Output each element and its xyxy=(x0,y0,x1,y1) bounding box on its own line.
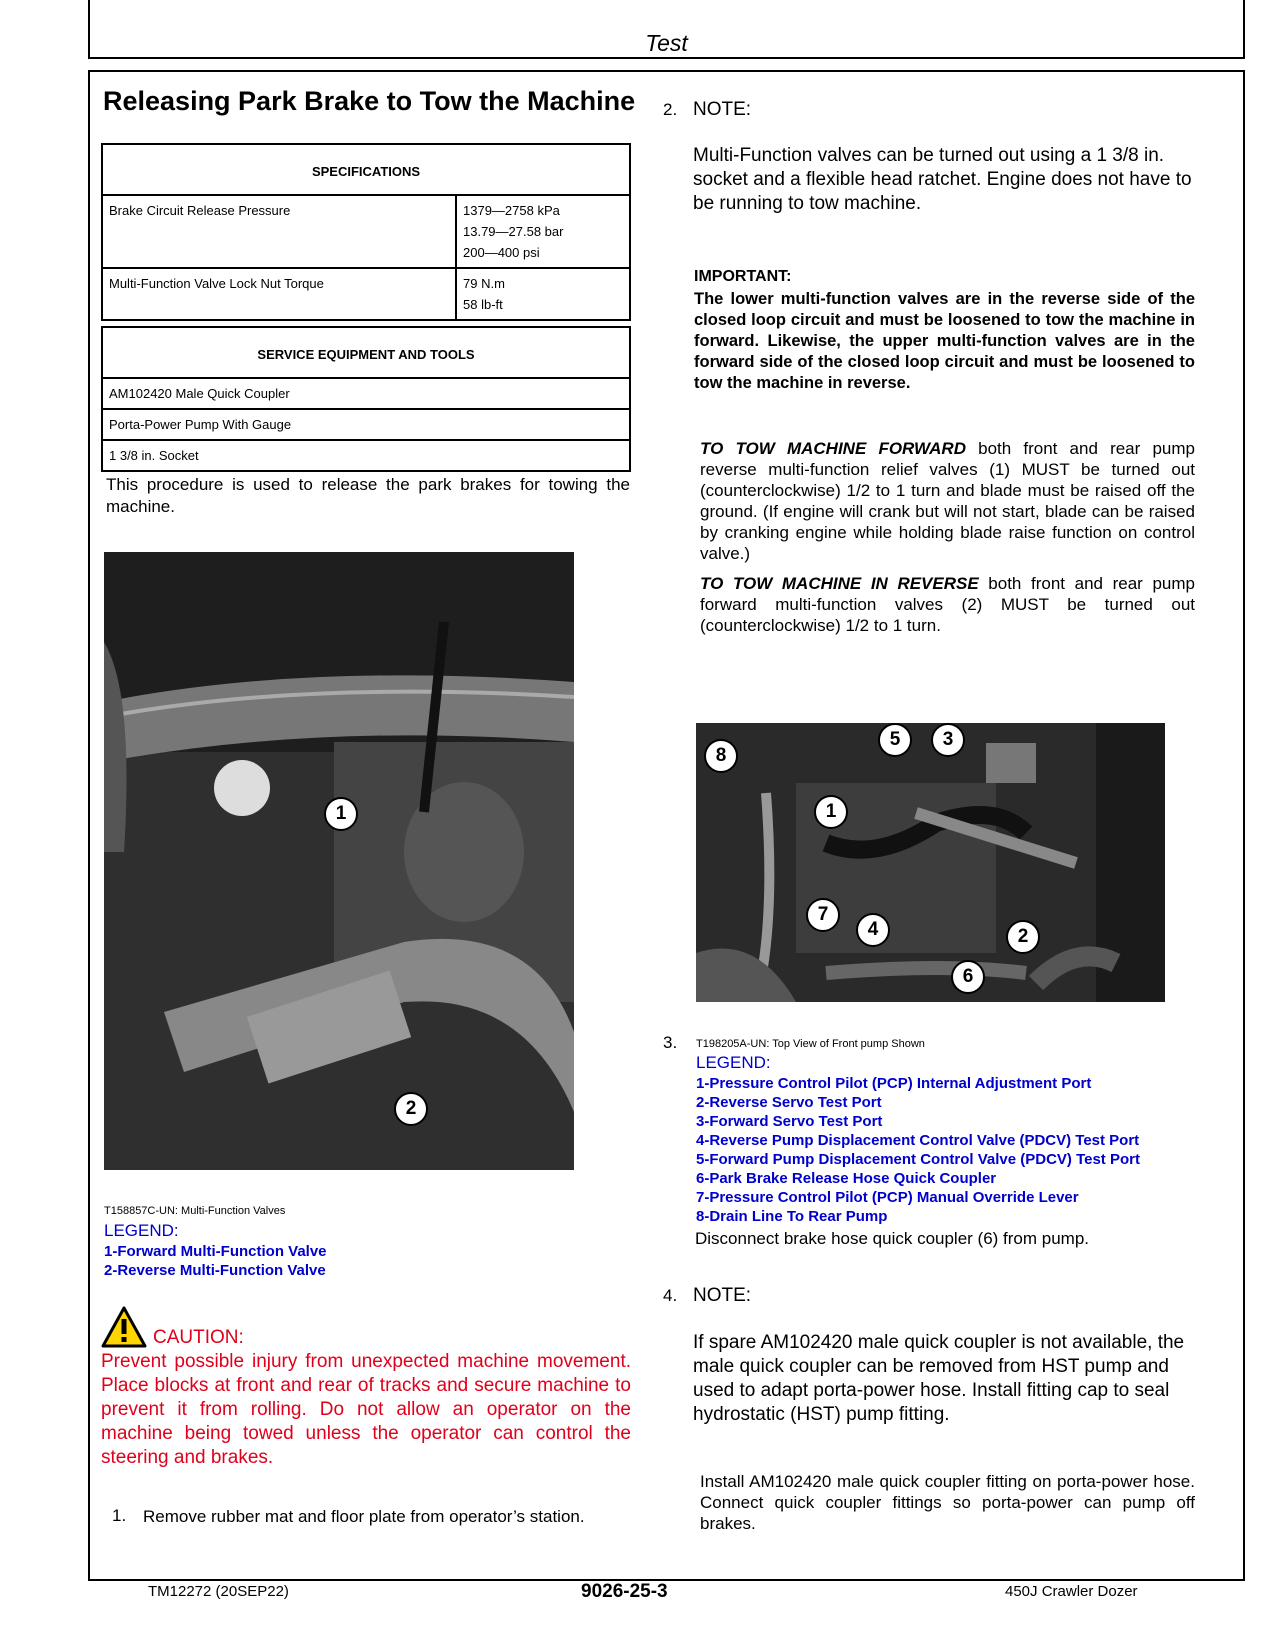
warning-icon xyxy=(101,1306,147,1348)
figure1-caption: T158857C-UN: Multi-Function Valves xyxy=(104,1205,286,1217)
step4-note: If spare AM102420 male quick coupler is not available, the male quick coupler can be removed from HST pump and used to adapt porta-power hose. Install fitting cap to seal hydrostatic (HST) pump fitting. xyxy=(693,1332,1185,1425)
spec-value: 200—400 psi xyxy=(463,245,540,260)
callout-7: 7 xyxy=(806,898,840,932)
tools-table xyxy=(101,326,631,472)
step1-number: 1. xyxy=(112,1506,127,1525)
valves-illustration xyxy=(104,552,574,1170)
step4-number: 4. xyxy=(663,1286,678,1305)
pump-illustration xyxy=(696,723,1165,1002)
header-frame xyxy=(88,0,1245,59)
legend-item: 2-Reverse Servo Test Port xyxy=(696,1094,882,1111)
step1-text: Remove rubber mat and floor plate from operator’s station. xyxy=(143,1507,585,1526)
figure2-legend-title: LEGEND: xyxy=(696,1053,771,1072)
caution-text: Prevent possible injury from unexpected machine movement. Place blocks at front and rear of tracks and secure machine to prevent it from rolling. Do not allow an operator on the machine being towed unless the operator can control the steering and brakes. xyxy=(101,1351,631,1468)
tow-forward-lead: TO TOW MACHINE FORWARD xyxy=(700,439,966,458)
spec-value: 1379—2758 kPa xyxy=(463,203,560,218)
intro-text: This procedure is used to release the park brakes for towing the machine. xyxy=(106,475,630,516)
legend-item: 2-Reverse Multi-Function Valve xyxy=(104,1262,326,1279)
callout-8: 8 xyxy=(704,739,738,773)
callout-2: 2 xyxy=(1006,920,1040,954)
header-label: Test xyxy=(645,30,688,56)
spec-value: 79 N.m xyxy=(463,276,505,291)
specifications-heading: SPECIFICATIONS xyxy=(102,144,630,195)
specifications-table xyxy=(101,143,631,321)
step2-note-label: NOTE: xyxy=(693,99,752,120)
legend-item: 1-Pressure Control Pilot (PCP) Internal Adjustment Port xyxy=(696,1075,1092,1092)
page-title: Releasing Park Brake to Tow the Machine xyxy=(103,86,636,116)
step3-text: Disconnect brake hose quick coupler (6) from pump. xyxy=(695,1229,1090,1248)
figure1-legend-title: LEGEND: xyxy=(104,1221,179,1240)
tow-reverse-text: both front and rear pump forward multi-function valves (2) MUST be turned out (counterclockwise) 1/2 to 1 turn. xyxy=(700,574,1195,635)
spec-value: 58 lb-ft xyxy=(463,297,503,312)
figure2-caption: T198205A-UN: Top View of Front pump Shown xyxy=(696,1038,925,1050)
legend-item: 1-Forward Multi-Function Valve xyxy=(104,1243,327,1260)
tow-forward-text: both front and rear pump reverse multi-function relief valves (1) MUST be turned out (counterclockwise) 1/2 to 1 turn and blade must be raised off the ground. (If engine will crank but will not start, blade can be raised by cranking engine while holding blade raise function on control valve.) xyxy=(700,439,1195,563)
step4-note-label: NOTE: xyxy=(693,1285,752,1306)
footer-manual-id: TM12272 (20SEP22) xyxy=(148,1583,289,1600)
multi-function-valves-photo xyxy=(104,552,574,1170)
spec-values xyxy=(456,268,630,320)
important-label: IMPORTANT: xyxy=(694,268,792,285)
callout-4: 4 xyxy=(856,913,890,947)
legend-item: 6-Park Brake Release Hose Quick Coupler xyxy=(696,1170,997,1187)
callout-6: 6 xyxy=(951,960,985,994)
tool-item: AM102420 Male Quick Coupler xyxy=(102,378,630,409)
legend-item: 4-Reverse Pump Displacement Control Valve (PDCV) Test Port xyxy=(696,1132,1140,1149)
tools-heading: SERVICE EQUIPMENT AND TOOLS xyxy=(102,327,630,378)
front-pump-photo xyxy=(696,723,1165,1002)
tool-item: 1 3/8 in. Socket xyxy=(102,440,630,471)
callout-1: 1 xyxy=(814,795,848,829)
spec-value: 13.79—27.58 bar xyxy=(463,224,564,239)
legend-item: 7-Pressure Control Pilot (PCP) Manual Override Lever xyxy=(696,1189,1079,1206)
spec-name: Multi-Function Valve Lock Nut Torque xyxy=(102,268,456,320)
legend-item: 3-Forward Servo Test Port xyxy=(696,1113,883,1130)
spec-values xyxy=(456,195,630,268)
caution-label: CAUTION: xyxy=(153,1327,244,1348)
footer-page-number: 9026-25-3 xyxy=(581,1581,668,1602)
step2-note: Multi-Function valves can be turned out using a 1 3/8 in. socket and a flexible head ratchet. Engine does not have to be running to tow machine. xyxy=(693,145,1192,214)
legend-item: 5-Forward Pump Displacement Control Valve (PDCV) Test Port xyxy=(696,1151,1140,1168)
important-text: The lower multi-function valves are in the reverse side of the closed loop circuit and must be loosened to tow the machine in forward. Likewise, the upper multi-function valves are in the forward side of the closed loop circuit and must be loosened to tow the machine in reverse. xyxy=(694,290,1195,392)
step3-number: 3. xyxy=(663,1033,678,1052)
step4-text: Install AM102420 male quick coupler fitting on porta-power hose. Connect quick coupler fittings so porta-power can pump off brakes. xyxy=(700,1472,1195,1533)
spec-name: Brake Circuit Release Pressure xyxy=(102,195,456,268)
callout-5: 5 xyxy=(878,723,912,757)
footer-model: 450J Crawler Dozer xyxy=(1005,1583,1138,1600)
callout-3: 3 xyxy=(931,723,965,757)
callout-1: 1 xyxy=(324,797,358,831)
tow-reverse-lead: TO TOW MACHINE IN REVERSE xyxy=(700,574,979,593)
legend-item: 8-Drain Line To Rear Pump xyxy=(696,1208,888,1225)
tow-forward-paragraph xyxy=(700,438,1195,564)
tool-item: Porta-Power Pump With Gauge xyxy=(102,409,630,440)
step2-number: 2. xyxy=(663,100,678,119)
tow-reverse-paragraph xyxy=(700,573,1195,636)
callout-2: 2 xyxy=(394,1092,428,1126)
